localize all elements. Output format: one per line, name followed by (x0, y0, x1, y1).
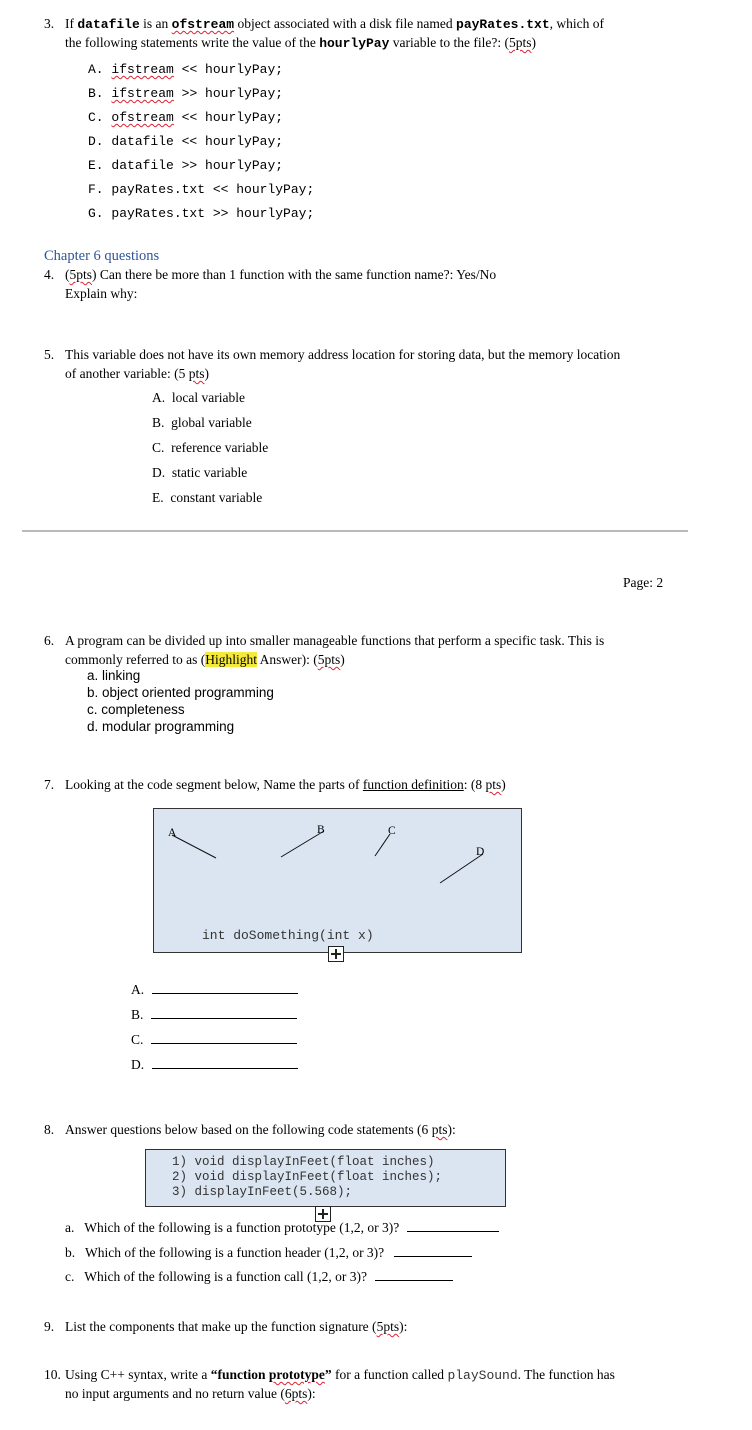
option-code: datafile << hourlyPay; (111, 134, 284, 149)
q7-answer-c (131, 1032, 297, 1048)
sub-letter: b. (65, 1245, 76, 1260)
q5-option-e (152, 490, 262, 506)
sub-text: Which of the following is a function header (1,2, or 3)? (85, 1245, 385, 1260)
option-code: ifstream (111, 62, 174, 77)
q8-text: Answer questions below based on the following code statements (6 (65, 1122, 432, 1137)
option-text: global variable (171, 415, 252, 430)
q10-text: ): (307, 1386, 316, 1401)
answer-blank-a[interactable] (152, 992, 298, 994)
answer-letter: B. (131, 1007, 144, 1022)
q5-stem-line2 (65, 366, 209, 382)
option-text: linking (102, 668, 141, 683)
q5-number: 5. (44, 347, 55, 362)
code-line-1: 1) void displayInFeet(float inches) (172, 1155, 435, 1169)
q10-bold: function (217, 1367, 269, 1382)
q6-option-b[interactable] (87, 685, 274, 700)
q3-var-payrates: payRates.txt (456, 17, 550, 32)
answer-letter: A. (131, 982, 145, 997)
q8-sub-a (65, 1220, 499, 1236)
option-text: static variable (171, 465, 248, 480)
q10-text: for a function called (331, 1367, 448, 1382)
q8-number: 8. (44, 1122, 55, 1137)
option-text: constant variable (170, 490, 263, 505)
q6-stem-line2 (65, 652, 345, 668)
option-text: local variable (171, 390, 245, 405)
q9-number: 9. (44, 1319, 55, 1334)
q7-answer-d (131, 1057, 298, 1073)
q7-code-diagram (153, 808, 522, 953)
option-letter: c. (87, 702, 98, 717)
label-d: D (476, 846, 485, 858)
q9-text: List the components that make up the function signature ( (65, 1319, 377, 1334)
q6-option-d[interactable] (87, 719, 234, 734)
q10-bold-prototype: prototype (268, 1367, 325, 1382)
q5-option-b (152, 415, 252, 431)
q7-code-text: int doSomething(int x) (202, 928, 374, 943)
arrow-d (440, 854, 483, 883)
q3-text: , which of (549, 16, 605, 31)
option-text: object oriented programming (102, 685, 274, 700)
option-letter: d. (87, 719, 99, 734)
q8-points: pts (431, 1122, 448, 1137)
q3-option-d (88, 134, 283, 149)
q6-stem-line1: A program can be divided up into smaller manageable functions that perform a specific task. This is (65, 633, 605, 648)
answer-letter: D. (131, 1057, 145, 1072)
expand-icon[interactable] (328, 946, 344, 962)
option-letter: G. (88, 206, 104, 221)
q10-text: no input arguments and no return value ( (65, 1386, 285, 1401)
q3-points: 5pts (508, 35, 532, 50)
q8-text: ): (447, 1122, 456, 1137)
q5-stem-line1: This variable does not have its own memory address location for storing data, but the memory location (65, 347, 621, 362)
answer-blank[interactable] (375, 1279, 453, 1281)
q4-number: 4. (44, 267, 55, 282)
q7-text: Looking at the code segment below, Name the parts of (65, 777, 363, 792)
q7-answer-b (131, 1007, 297, 1023)
code-line-3: 3) displayInFeet(5.568); (172, 1185, 353, 1199)
q3-option-c (88, 110, 283, 125)
page-number: Page: 2 (623, 575, 664, 590)
q8-sub-b (65, 1245, 472, 1261)
label-c: C (388, 825, 396, 837)
q3-text: is an (139, 16, 172, 31)
q7-answer-a (131, 982, 298, 998)
answer-blank-d[interactable] (152, 1067, 298, 1069)
chapter-heading: Chapter 6 questions (44, 248, 160, 264)
q6-text: Answer): ( (256, 652, 318, 667)
q5-text: ) (204, 366, 209, 381)
option-letter: B. (152, 415, 165, 430)
q4-text: ( (65, 267, 70, 282)
q10-stem-line1 (65, 1367, 615, 1383)
option-text: modular programming (102, 719, 235, 734)
option-code: ofstream (111, 110, 174, 125)
sub-letter: c. (65, 1269, 75, 1284)
q6-points: 5pts (317, 652, 341, 667)
answer-blank-c[interactable] (151, 1042, 297, 1044)
q6-option-a[interactable] (87, 668, 140, 683)
page-divider (22, 530, 688, 532)
q5-text: of another variable: (5 (65, 366, 189, 381)
q9-stem (65, 1319, 407, 1335)
sub-letter: a. (65, 1220, 75, 1235)
q4-text: ) Can there be more than 1 function with the same function name?: Yes/No (92, 267, 497, 282)
option-letter: F. (88, 182, 104, 197)
q7-text: ) (501, 777, 506, 792)
option-code: >> hourlyPay; (173, 86, 284, 101)
answer-blank[interactable] (394, 1255, 472, 1257)
option-code: datafile >> hourlyPay; (111, 158, 284, 173)
q5-points: pts (188, 366, 205, 381)
q9-points: 5pts (376, 1319, 400, 1334)
option-letter: D. (88, 134, 104, 149)
option-letter: C. (88, 110, 104, 125)
sub-text: Which of the following is a function call (1,2, or 3)? (84, 1269, 367, 1284)
arrow-a (172, 835, 216, 858)
q7-number: 7. (44, 777, 55, 792)
q10-points: 6pts (284, 1386, 308, 1401)
q3-option-e (88, 158, 283, 173)
q10-text: . The function has (517, 1367, 615, 1382)
q9-text: ): (399, 1319, 408, 1334)
option-code: << hourlyPay; (173, 110, 284, 125)
q10-quote: “ (210, 1367, 218, 1382)
q10-text: Using C++ syntax, write a (65, 1367, 211, 1382)
q8-stem (65, 1122, 456, 1138)
q3-option-f (88, 182, 314, 197)
q3-var-datafile: datafile (77, 17, 140, 32)
option-letter: A. (88, 62, 104, 77)
label-a: A (168, 827, 177, 839)
q5-option-d (152, 465, 247, 481)
q7-function-definition: function definition (362, 777, 464, 792)
q6-text: ) (340, 652, 345, 667)
option-letter: E. (152, 490, 164, 505)
q4-points: 5pts (69, 267, 93, 282)
q8-code-box (145, 1149, 506, 1207)
label-b: B (317, 824, 325, 836)
q3-text: object associated with a disk file named (234, 16, 457, 31)
q6-number: 6. (44, 633, 55, 648)
q4-stem-line1 (65, 267, 496, 283)
q3-text: variable to the file?: ( (389, 35, 509, 50)
option-text: reference variable (171, 440, 269, 455)
q8-sub-c (65, 1269, 453, 1285)
q3-number: 3. (44, 16, 55, 31)
q10-number: 10. (44, 1367, 61, 1382)
q6-highlight-word: Highlight (205, 652, 257, 667)
option-letter: C. (152, 440, 165, 455)
q10-stem-line2 (65, 1386, 316, 1402)
q3-stem-line1 (65, 16, 604, 32)
q3-var-hourlypay: hourlyPay (319, 36, 390, 51)
q10-code-playsound: playSound (447, 1368, 518, 1383)
answer-blank-b[interactable] (151, 1017, 297, 1019)
q7-text: : (8 (463, 777, 486, 792)
q3-text: ) (531, 35, 536, 50)
option-letter: B. (88, 86, 104, 101)
option-code: payRates.txt << hourlyPay; (111, 182, 315, 197)
q3-option-b (88, 86, 283, 101)
q3-text: If (65, 16, 78, 31)
option-code: ifstream (111, 86, 174, 101)
q7-stem (65, 777, 506, 793)
q5-option-c (152, 440, 268, 456)
answer-letter: C. (131, 1032, 144, 1047)
option-letter: a. (87, 668, 99, 683)
option-letter: D. (152, 465, 166, 480)
q10-quote: ” (324, 1367, 332, 1382)
arrow-c (375, 834, 390, 856)
q3-option-g (88, 206, 314, 221)
q6-option-c[interactable] (87, 702, 185, 717)
q3-var-ofstream: ofstream (171, 17, 235, 32)
code-line-2: 2) void displayInFeet(float inches); (172, 1170, 443, 1184)
q7-points: pts (485, 777, 502, 792)
q3-stem-line2 (65, 35, 536, 51)
option-letter: E. (88, 158, 104, 173)
option-letter: A. (152, 390, 166, 405)
q6-text: commonly referred to as ( (65, 652, 206, 667)
answer-blank[interactable] (407, 1230, 499, 1232)
sub-text: Which of the following is a function prototype (1,2, or 3)? (84, 1220, 400, 1235)
option-letter: b. (87, 685, 99, 700)
option-code: payRates.txt >> hourlyPay; (111, 206, 315, 221)
q5-option-a (152, 390, 245, 406)
option-text: completeness (101, 702, 185, 717)
q3-text: the following statements write the value of the (65, 35, 320, 50)
q4-stem-line2: Explain why: (65, 286, 138, 301)
q3-option-a (88, 62, 283, 77)
option-code: << hourlyPay; (173, 62, 284, 77)
